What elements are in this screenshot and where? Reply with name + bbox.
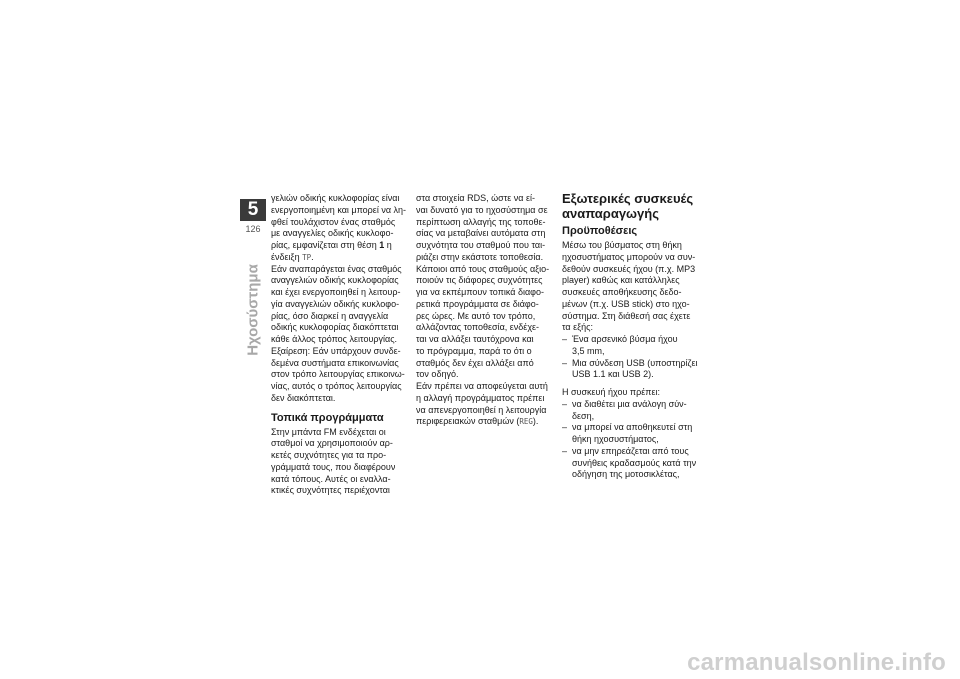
title-line: Εξωτερικές συσκευές [562,191,694,206]
text-line: μένων (π.χ. USB stick) στο ηχο- [562,298,690,309]
text-line: κετές συχνότητες για τα προ- [271,450,387,460]
text-line: κατά τόπους. Αυτές οι εναλλα- [271,473,391,484]
text-line: συχνότητα του σταθμού που ται- [416,240,546,250]
reference-number: 1 [379,240,385,250]
text-line: ρετικά προγράμματα σε διάφο- [416,298,539,309]
text-line: ρίας, όσο διαρκεί η αναγγελία [271,310,389,321]
text-line: δεν διακόπτεται. [271,392,336,403]
text-line: συσκευές αποθήκευσης δεδο- [562,287,682,297]
text-line: γράμματά τους, που διαφέρουν [271,461,396,472]
text-fragment: ένδειξη [271,251,303,262]
text-line: Εάν αναπαράγεται ένας σταθμός [271,263,402,274]
text-column-1 [271,193,409,497]
text-line: οδικής κυκλοφορίας διακόπτεται [271,322,399,333]
text-line: γία αναγγελιών οδικής κυκλοφο- [271,298,400,309]
text-line: σταθμοί να χρησιμοποιούν αρ- [271,438,393,449]
text-fragment: περιφερειακών σταθμών ( [416,416,520,427]
text-line: ηχοσυστήματος μπορούν να συν- [562,251,696,262]
paragraph-device-must: Η συσκευή ήχου πρέπει: [562,387,660,397]
text-line [271,240,409,252]
text-line: δεθούν συσκευές ήχου (π.χ. MP3 [562,263,696,274]
text-line: στον τρόπο λειτουργίας επικοινω- [271,369,405,380]
text-line: σύστημα. Στη διάθεσή σας έχετε [562,310,691,321]
text-line: – να μπορεί να αποθηκευτεί στη [572,422,693,433]
text-line: δεμένα συστήματα επικοινωνίας [271,357,399,368]
paragraph-traffic-interrupt [271,264,409,405]
section-title-external-devices [562,191,702,221]
text-line: το πρόγραμμα, παρά το ότι ο [416,345,532,356]
text-line: τον οδηγό. [416,369,459,380]
title-line: αναπαραγωγής [562,206,659,221]
text-line: – Μια σύνδεση USB (υποστηρίζει [572,357,698,368]
text-column-3 [562,191,702,481]
text-line: Εάν πρέπει να αποφεύγεται αυτή [416,381,548,391]
text-line [416,416,554,428]
page-number: 126 [245,224,261,234]
text-line: φθεί τουλάχιστον ένας σταθμός [271,216,396,227]
text-line: ναι δυνατό για το ηχοσύστημα σε [416,204,548,215]
text-line: κτικές συχνότητες περιέχονται [271,485,390,496]
text-line: Στην μπάντα FM ενδέχεται οι [271,426,386,437]
paragraph-rds-frequencies [416,193,554,381]
text-line: σίας να μεταβαίνει αυτόματα στη [416,228,546,239]
text-line: Μέσω του βύσματος στη θήκη [562,240,682,250]
text-line: νίας, αυτός ο τρόπος λειτουργίας [271,381,402,391]
text-line: δεση, [572,410,595,421]
chapter-side-label: Ηχοσύστημα [244,264,262,356]
text-line: USB 1.1 και USB 2). [572,369,654,380]
text-line: αναγγελιών οδικής κυκλοφορίας [271,275,399,286]
subheading-prerequisites: Προϋποθέσεις [562,225,638,237]
list-item [562,446,702,481]
text-fragment: η [384,240,392,250]
text-fragment: ). [532,416,539,427]
text-line: αλλάζοντας τοποθεσία, ενδέχε- [416,322,540,333]
text-line: Κάποιοι από τους σταθμούς αξιο- [416,263,550,274]
list-item [562,422,702,446]
text-line: player) καθώς και κατάλληλες [562,275,680,286]
text-line [271,252,409,264]
section-heading-local-programs: Τοπικά προγράμματα [271,411,384,424]
text-line: σταθμός δεν έχει αλλάξει από [416,357,534,368]
text-line: ρες ώρες. Με αυτό τον τρόπο, [416,310,536,321]
paragraph-connections [562,240,702,334]
text-line: ενεργοποιημένη και μπορεί να λη- [271,204,407,215]
text-line: 3,5 mm, [572,345,605,356]
list-item [562,334,702,358]
text-line: τα εξής: [562,322,594,333]
text-fragment: . [311,251,314,262]
text-line: ποιούν τις διάφορες συχνότητες [416,275,543,286]
text-line: οδήγηση της μοτοσικλέτας, [572,469,680,480]
text-line: και έχει ενεργοποιηθεί η λειτουρ- [271,287,401,297]
text-line: συνήθεις κραδασμούς κατά την [572,457,697,468]
text-line: γελιών οδικής κυκλοφορίας είναι [271,193,400,203]
text-line: ται να αλλάξει ταυτόχρονα και [416,334,534,344]
text-line: κάθε άλλος τρόπος λειτουργίας. [271,334,398,344]
display-code-tp: TP [302,252,312,262]
paragraph-reg-function [416,381,554,428]
text-line: – Ένα αρσενικό βύσμα ήχου [572,334,678,344]
text-line: ριάζει στην εκάστοτε τοποθεσία. [416,251,544,262]
display-code-reg: REG [519,417,533,427]
text-line: να απενεργοποιηθεί η λειτουργία [416,404,547,415]
list-item [562,399,702,423]
text-line: στα στοιχεία RDS, ώστε να εί- [416,193,535,203]
text-line: για να εκπέμπουν τοπικά διαφο- [416,287,544,297]
requirements-list [562,399,702,481]
paragraph-local-programs [271,427,409,498]
text-line: περίπτωση αλλαγής της τοποθε- [416,216,546,227]
text-line: – να μην επηρεάζεται από τους [572,445,689,456]
chapter-number-tab: 5 [240,199,266,221]
text-line: Εξαίρεση: Εάν υπάρχουν συνδε- [271,345,401,356]
text-line: – να διαθέτει μια ανάλογη σύν- [572,398,687,409]
connection-list [562,334,702,381]
watermark-text: carmanualsonline.info [687,649,946,676]
text-line: θήκη ηχοσυστήματος, [572,434,659,444]
list-item [562,358,702,382]
text-fragment: ρίας, εμφανίζεται στη θέση [271,240,380,250]
paragraph-rds-traffic [271,193,409,264]
text-line: η αλλαγή προγράμματος πρέπει [416,392,545,403]
text-column-2 [416,193,554,428]
text-line: με αναγγελίες οδικής κυκλοφο- [271,228,394,239]
